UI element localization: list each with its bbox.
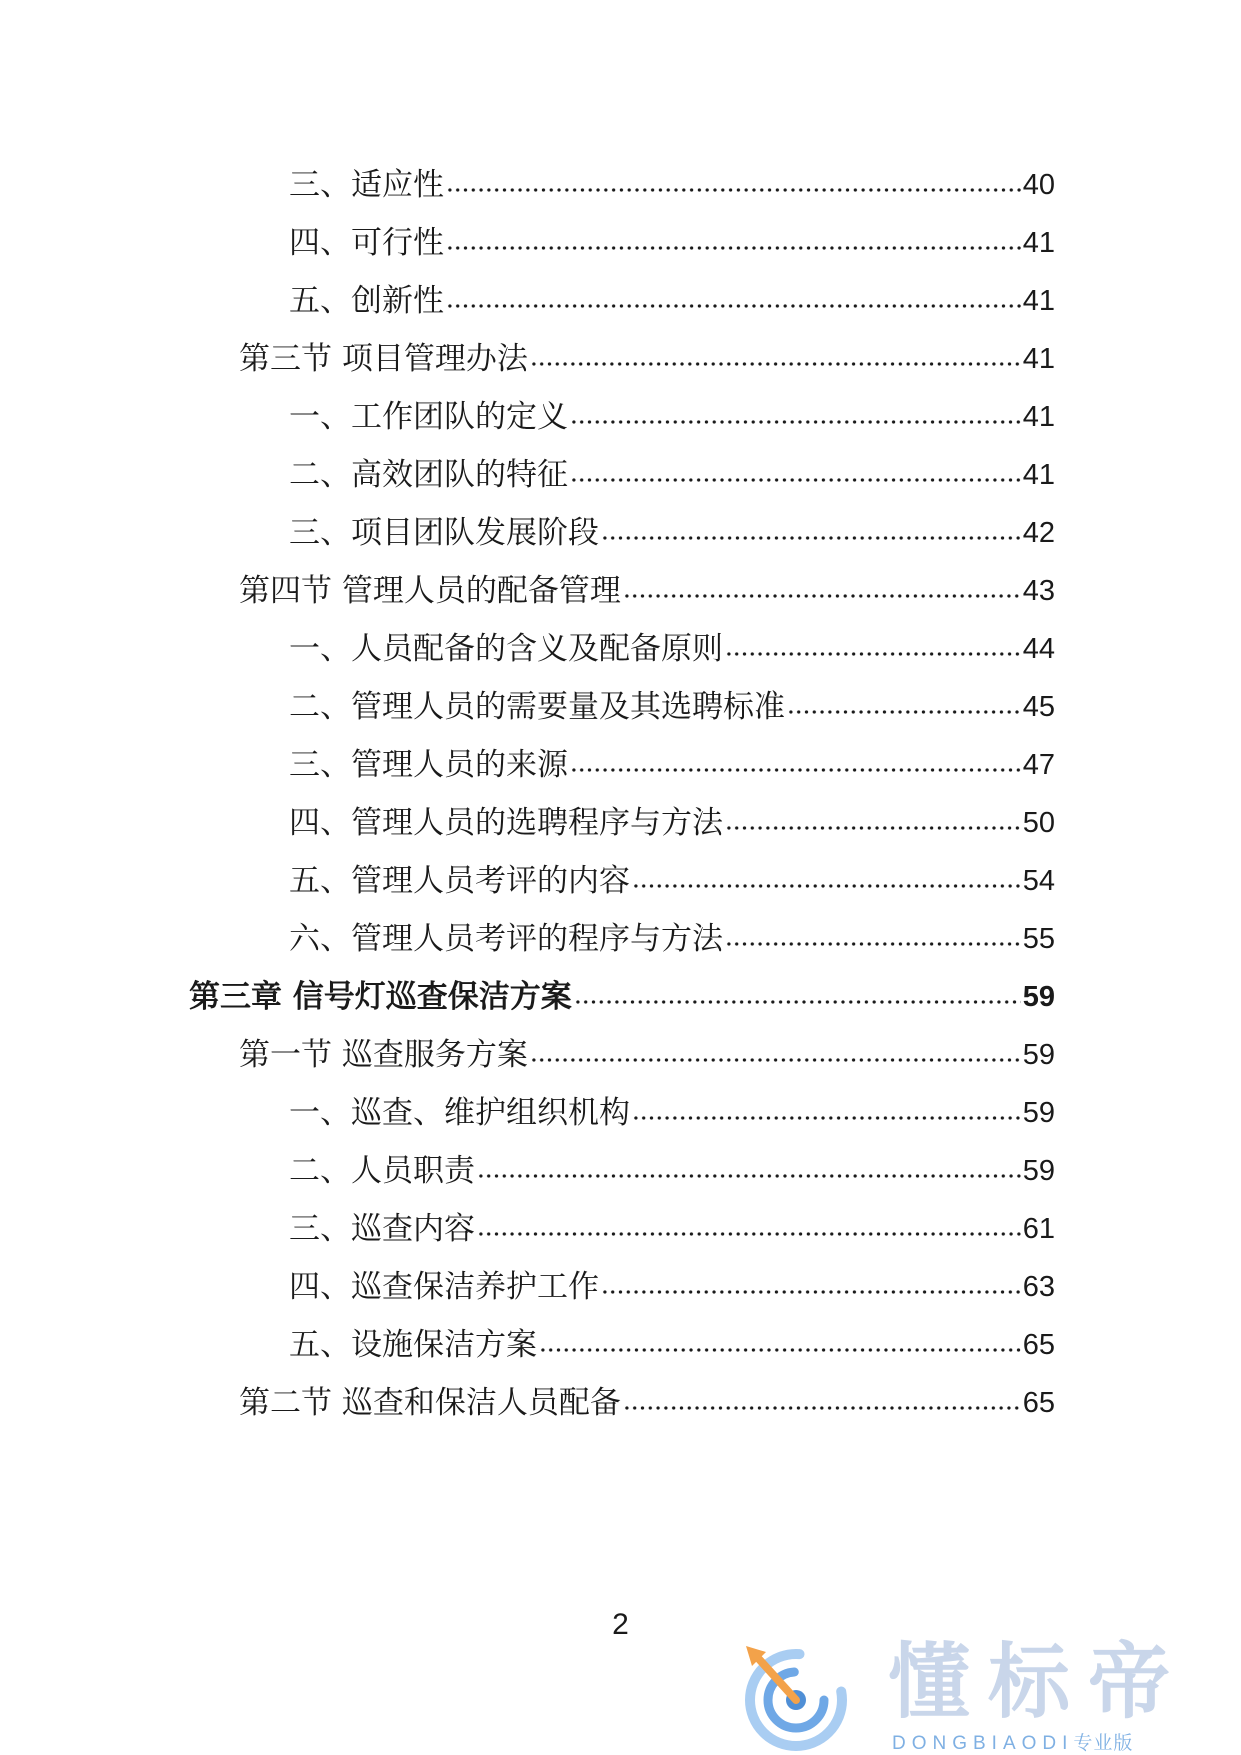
toc-entry-title: 二、高效团队的特征 — [289, 457, 568, 493]
toc-entry-section[interactable] — [239, 1033, 1055, 1077]
watermark-edition: 专业版 — [1073, 1733, 1134, 1754]
toc-entry-title: 五、创新性 — [289, 283, 444, 319]
toc-entry-item[interactable] — [289, 163, 1055, 207]
toc-entry-section[interactable] — [239, 1381, 1055, 1425]
toc-entry-page-number: 41 — [1022, 401, 1055, 433]
toc-dot-leader — [570, 476, 1021, 484]
toc-entry-item[interactable] — [289, 627, 1055, 671]
toc-entry-page-number: 65 — [1022, 1387, 1055, 1419]
toc-entry-title: 二、人员职责 — [289, 1153, 475, 1189]
toc-entry-title: 第三章 信号灯巡查保洁方案 — [189, 979, 572, 1015]
toc-entry-page-number: 41 — [1022, 459, 1055, 491]
toc-entry-title: 四、巡查保洁养护工作 — [289, 1269, 599, 1305]
toc-dot-leader — [623, 592, 1021, 600]
page-number: 2 — [612, 1608, 629, 1641]
toc-entry-item[interactable] — [289, 685, 1055, 729]
toc-entry-page-number: 59 — [1022, 1097, 1055, 1129]
toc-entry-item[interactable] — [289, 1207, 1055, 1251]
toc-entry-page-number: 59 — [1022, 1039, 1055, 1071]
toc-dot-leader — [570, 418, 1021, 426]
toc-dot-leader — [477, 1230, 1021, 1238]
toc-entry-item[interactable] — [289, 395, 1055, 439]
toc-dot-leader — [539, 1346, 1021, 1354]
toc-entry-title: 一、人员配备的含义及配备原则 — [289, 631, 723, 667]
watermark-pinyin: DONGBIAODI — [892, 1733, 1074, 1754]
toc-entry-item[interactable] — [289, 221, 1055, 265]
toc-entry-title: 五、管理人员考评的内容 — [289, 863, 630, 899]
toc-entry-page-number: 41 — [1022, 285, 1055, 317]
toc-entry-item[interactable] — [289, 917, 1055, 961]
watermark-subtitle — [892, 1728, 1133, 1755]
toc-entry-item[interactable] — [289, 859, 1055, 903]
toc-entry-title: 第一节 巡查服务方案 — [239, 1037, 528, 1073]
toc-entry-title: 四、管理人员的选聘程序与方法 — [289, 805, 723, 841]
toc-entry-item[interactable] — [289, 511, 1055, 555]
toc-entry-title: 第四节 管理人员的配备管理 — [239, 573, 621, 609]
toc-entry-item[interactable] — [289, 279, 1055, 323]
toc-entry-item[interactable] — [289, 1149, 1055, 1193]
toc-entry-title: 四、可行性 — [289, 225, 444, 261]
toc-entry-item[interactable] — [289, 453, 1055, 497]
toc-entry-page-number: 45 — [1022, 691, 1055, 723]
toc-entry-page-number: 43 — [1022, 575, 1055, 607]
toc-entry-page-number: 40 — [1022, 169, 1055, 201]
toc-entry-page-number: 50 — [1022, 807, 1055, 839]
toc-entry-item[interactable] — [289, 1091, 1055, 1135]
toc-entry-title: 三、适应性 — [289, 167, 444, 203]
toc-dot-leader — [632, 882, 1021, 890]
toc-entry-title: 三、项目团队发展阶段 — [289, 515, 599, 551]
toc-entry-chapter[interactable] — [189, 975, 1055, 1019]
toc-dot-leader — [530, 1056, 1021, 1064]
toc-dot-leader — [574, 998, 1021, 1006]
toc-entry-page-number: 44 — [1022, 633, 1055, 665]
toc-dot-leader — [446, 186, 1021, 194]
toc-entry-page-number: 65 — [1022, 1329, 1055, 1361]
toc-entry-title: 六、管理人员考评的程序与方法 — [289, 921, 723, 957]
toc-dot-leader — [446, 244, 1021, 252]
toc-entry-page-number: 41 — [1022, 227, 1055, 259]
toc-entry-item[interactable] — [289, 801, 1055, 845]
target-arrow-icon — [740, 1640, 852, 1752]
toc-dot-leader — [446, 302, 1021, 310]
toc-dot-leader — [725, 650, 1021, 658]
toc-dot-leader — [477, 1172, 1021, 1180]
toc-entry-page-number: 55 — [1022, 923, 1055, 955]
watermark-brand-name: 懂标帝 — [888, 1635, 1189, 1730]
toc-dot-leader — [725, 940, 1021, 948]
toc-entry-title: 五、设施保洁方案 — [289, 1327, 537, 1363]
toc-entry-page-number: 63 — [1022, 1271, 1055, 1303]
toc-entry-title: 一、巡查、维护组织机构 — [289, 1095, 630, 1131]
watermark — [740, 1636, 1240, 1754]
toc-dot-leader — [632, 1114, 1021, 1122]
toc-entry-page-number: 61 — [1022, 1213, 1055, 1245]
toc-entry-page-number: 41 — [1022, 343, 1055, 375]
toc-dot-leader — [623, 1404, 1021, 1412]
toc-dot-leader — [787, 708, 1021, 716]
toc-entry-title: 第三节 项目管理办法 — [239, 341, 528, 377]
toc-entry-page-number: 59 — [1022, 981, 1055, 1013]
toc-dot-leader — [601, 534, 1021, 542]
toc-entry-page-number: 47 — [1022, 749, 1055, 781]
toc-entry-title: 一、工作团队的定义 — [289, 399, 568, 435]
toc-entry-item[interactable] — [289, 1323, 1055, 1367]
toc-entry-section[interactable] — [239, 569, 1055, 613]
toc-entry-item[interactable] — [289, 1265, 1055, 1309]
toc-entry-section[interactable] — [239, 337, 1055, 381]
toc-entry-title: 第二节 巡查和保洁人员配备 — [239, 1385, 621, 1421]
toc-entry-page-number: 42 — [1022, 517, 1055, 549]
toc-entry-page-number: 54 — [1022, 865, 1055, 897]
toc-entry-page-number: 59 — [1022, 1155, 1055, 1187]
toc-entry-item[interactable] — [289, 743, 1055, 787]
toc-dot-leader — [601, 1288, 1021, 1296]
toc-dot-leader — [570, 766, 1021, 774]
toc-dot-leader — [725, 824, 1021, 832]
toc-entry-title: 三、管理人员的来源 — [289, 747, 568, 783]
toc-entry-title: 三、巡查内容 — [289, 1211, 475, 1247]
toc-dot-leader — [530, 360, 1021, 368]
toc-entry-title: 二、管理人员的需要量及其选聘标准 — [289, 689, 785, 725]
